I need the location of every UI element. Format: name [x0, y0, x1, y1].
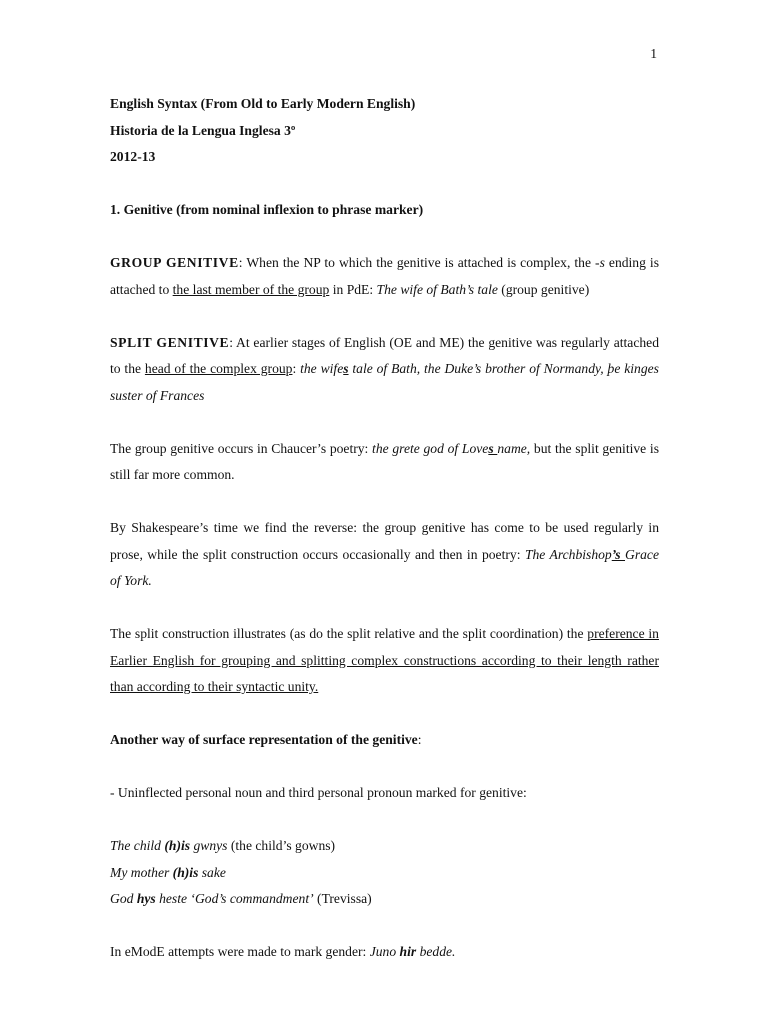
- group-genitive-paragraph: [110, 250, 659, 303]
- text-span: :: [292, 361, 301, 376]
- another-way-heading: [110, 727, 659, 754]
- examples-list: [110, 833, 659, 913]
- group-genitive-term: GROUP GENITIVE: [110, 255, 239, 270]
- uninflected-paragraph: - Uninflected personal noun and third personal pronoun marked for genitive:: [110, 785, 527, 800]
- text-span: ending is attached to: [110, 255, 659, 297]
- text-span: : At earlier stages of English (OE and ME) the genitive was regularly attached to the: [110, 334, 659, 376]
- emphasis-text: hir: [399, 944, 417, 959]
- underlined-text: the last member of the group: [172, 281, 330, 297]
- example-text: My mother: [110, 864, 173, 880]
- shakespeare-paragraph: [110, 515, 659, 595]
- document-body: [110, 91, 659, 992]
- text-span: (the child’s gowns): [227, 838, 336, 853]
- course-name: Historia de la Lengua Inglesa 3º: [110, 122, 296, 138]
- example-text: sake: [198, 864, 226, 880]
- emphasis-text: ’s: [611, 546, 626, 562]
- example-1: [110, 833, 659, 860]
- example-text: tale of Bath, the Duke’s brother of Normandy, þe kinges suster of Frances: [110, 361, 659, 403]
- text-span: in PdE:: [329, 281, 377, 297]
- example-text: the wife: [300, 361, 344, 376]
- text-span: Another way of surface representation of the genitive: [110, 732, 418, 747]
- chaucer-paragraph: [110, 436, 659, 489]
- text-span: (Trevissa): [313, 891, 372, 906]
- emphasis-text: hys: [136, 891, 156, 906]
- split-genitive-paragraph: [110, 330, 659, 410]
- example-3: [110, 886, 659, 913]
- text-span: By Shakespeare’s time we find the reverse: the group genitive has come to be used regularly in prose, while the split construction occurs occasionally and then in poetry:: [110, 520, 659, 562]
- example-text: The wife of Bath’s tale: [376, 281, 498, 297]
- emphasis-text: (h)is: [172, 864, 199, 880]
- text-span: The split construction illustrates (as do the split relative and the split coordination) the: [110, 626, 588, 641]
- document-header: [110, 91, 659, 171]
- emode-paragraph: [110, 939, 659, 966]
- emphasis-text: (h)is: [164, 838, 191, 853]
- example-text: The Archbishop: [524, 546, 612, 562]
- example-text: Juno: [369, 944, 400, 959]
- example-text: the grete god of Love: [372, 440, 489, 456]
- example-text: gwnys: [190, 838, 228, 853]
- text-span: In eModE attempts were made to mark gender:: [110, 944, 370, 959]
- text-span: :: [417, 732, 422, 747]
- text-span: -s: [595, 255, 605, 270]
- page-number: 1: [650, 46, 657, 61]
- text-span: (group genitive): [497, 281, 590, 297]
- example-text: heste ‘God’s commandment’: [155, 891, 314, 906]
- section-heading: 1. Genitive (from nominal inflexion to phrase marker): [110, 202, 424, 217]
- emphasis-text: s: [488, 440, 498, 456]
- example-text: Grace of York.: [110, 546, 659, 588]
- emphasis-text: s: [343, 361, 349, 376]
- text-span: : When the NP to which the genitive is attached is complex, the: [238, 255, 596, 270]
- split-construction-paragraph: [110, 621, 659, 701]
- underlined-text: preference in Earlier English for grouping and splitting complex constructions according to their length rather than according to their syntactic unity.: [110, 626, 659, 694]
- academic-year: 2012-13: [110, 149, 156, 164]
- text-span: The group genitive occurs in Chaucer’s poetry:: [110, 440, 373, 456]
- text-span: but the split genitive is still far more common.: [110, 440, 659, 482]
- example-text: name,: [497, 440, 531, 456]
- example-text: bedde.: [416, 944, 456, 959]
- example-text: God: [110, 891, 137, 906]
- example-text: The child: [110, 838, 165, 853]
- example-2: [110, 860, 659, 887]
- underlined-text: head of the complex group: [144, 361, 293, 376]
- split-genitive-term: SPLIT GENITIVE: [110, 334, 230, 350]
- document-title: English Syntax (From Old to Early Modern English): [110, 96, 416, 111]
